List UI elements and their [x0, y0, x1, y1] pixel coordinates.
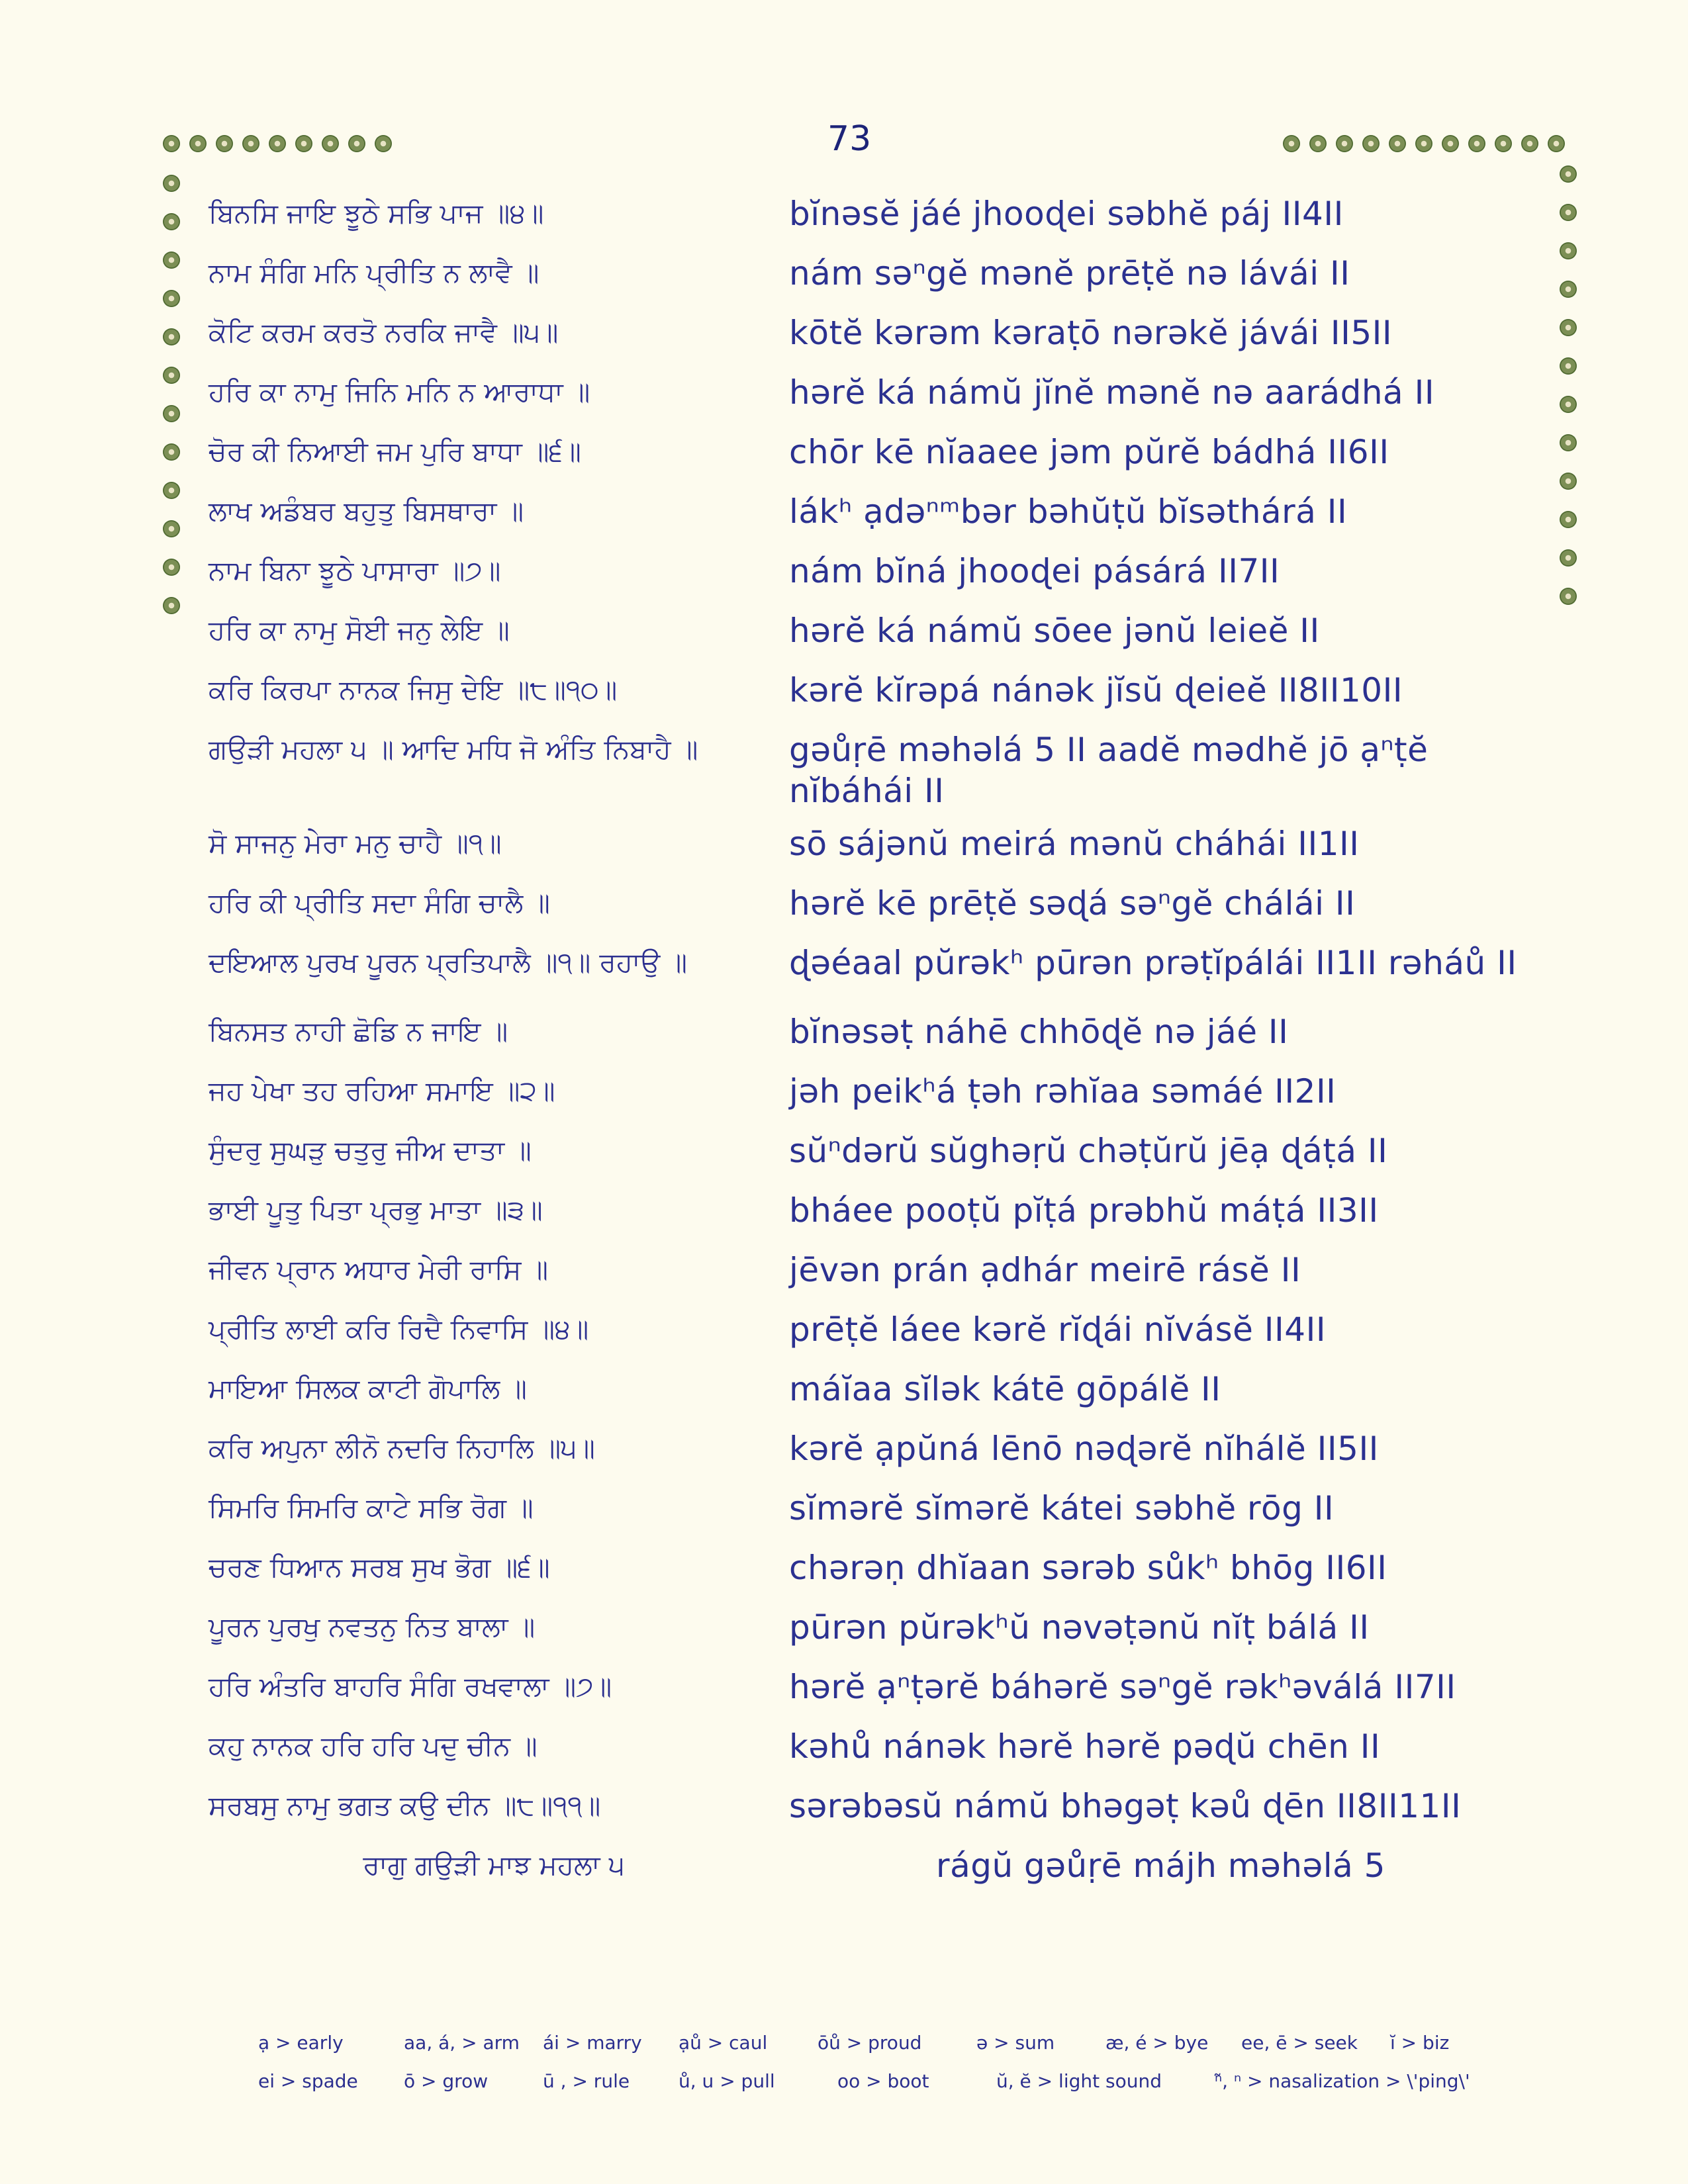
- transliteration-line: prēṭĕ láee kərĕ rĭɖái nĭvásĕ II4II: [788, 1310, 1327, 1349]
- flower-ornament-icon: [269, 135, 286, 152]
- verse-row: [209, 491, 1532, 551]
- verse-row: [209, 253, 1532, 312]
- gurmukhi-line: ਬਿਨਸਿ ਜਾਇ ਝੂਠੇ ਸਭਿ ਪਾਜ ॥੪॥: [209, 197, 544, 229]
- verse-row: [209, 372, 1532, 432]
- transliteration-line: lákʰ ạdəⁿᵐbər bəhŭṭŭ bĭsəthárá II: [788, 492, 1348, 531]
- flower-ornament-icon: [322, 135, 339, 152]
- transliteration-line: gəůṛē məhəlá 5 II aadĕ mədhĕ jō ạⁿṭĕ nĭbáhái II: [788, 731, 1429, 810]
- flower-ornament-icon: [1309, 135, 1327, 152]
- gurmukhi-line: ਭਾਈ ਪੂਤੁ ਪਿਤਾ ਪ੍ਰਭੁ ਮਾਤਾ ॥੩॥: [209, 1194, 543, 1226]
- gurmukhi-line: ਕਹੁ ਨਾਨਕ ਹਰਿ ਹਰਿ ਪਦੁ ਚੀਨ ॥: [209, 1730, 538, 1762]
- transliteration-line: hərĕ ká námŭ sōee jənŭ leieĕ II: [788, 612, 1320, 650]
- gurmukhi-line: ਹਰਿ ਅੰਤਰਿ ਬਾਹਰਿ ਸੰਗਿ ਰਖਵਾਲਾ ॥੭॥: [209, 1670, 612, 1702]
- gurmukhi-line: ਕੋਟਿ ਕਰਮ ਕਰਤੋ ਨਰਕਿ ਜਾਵੈ ॥੫॥: [209, 316, 559, 348]
- flower-ornament-icon: [163, 597, 180, 614]
- flower-ornament-icon: [1521, 135, 1538, 152]
- gurmukhi-line: ਚਰਣ ਧਿਆਨ ਸਰਬ ਸੁਖ ਭੋਗ ॥੬॥: [209, 1551, 550, 1583]
- gurmukhi-line: ਕਰਿ ਅਪੁਨਾ ਲੀਨੋ ਨਦਰਿ ਨਿਹਾਲਿ ॥੫॥: [209, 1432, 595, 1464]
- right-flower-border: [1560, 165, 1577, 605]
- transliteration-line: sərəbəsŭ námŭ bhəgəṭ kəů ɖēn II8II11II: [788, 1787, 1462, 1825]
- flower-ornament-icon: [1389, 135, 1406, 152]
- flower-ornament-icon: [163, 290, 180, 307]
- flower-ornament-icon: [1560, 588, 1577, 605]
- verse-row: [209, 1309, 1532, 1369]
- flower-ornament-icon: [242, 135, 259, 152]
- flower-ornament-icon: [163, 213, 180, 230]
- transliteration-line: kərĕ ạpŭná lēnō nəɖərĕ nĭhálĕ II5II: [788, 1430, 1379, 1468]
- transliteration-line: chərəṇ dhĭaan sərəb sůkʰ bhōg II6II: [788, 1549, 1387, 1587]
- verse-row: [209, 1071, 1532, 1130]
- section-heading-row: [209, 1845, 1532, 1905]
- flower-ornament-icon: [348, 135, 365, 152]
- gurmukhi-line: ਜੀਵਨ ਪ੍ਰਾਨ ਅਧਾਰ ਮੇਰੀ ਰਾਸਿ ॥: [209, 1253, 549, 1285]
- gurmukhi-line: ਚੋਰ ਕੀ ਨਿਆਈ ਜਮ ਪੁਰਿ ਬਾਧਾ ॥੬॥: [209, 435, 581, 467]
- legend-item: ū , > rule: [543, 2070, 630, 2092]
- flower-ornament-icon: [1560, 319, 1577, 336]
- verse-row: [209, 1428, 1532, 1488]
- verse-row: [209, 432, 1532, 491]
- transliteration-line: bháee pooṭŭ pĭṭá prəbhŭ máṭá II3II: [788, 1191, 1379, 1230]
- legend-item: ōů > proud: [818, 2032, 922, 2054]
- gurmukhi-line: ਪੂਰਨ ਪੁਰਖੁ ਨਵਤਨੁ ਨਿਤ ਬਾਲਾ ॥: [209, 1611, 536, 1643]
- gurmukhi-line: ਮਾਇਆ ਸਿਲਕ ਕਾਟੀ ਗੋਪਾਲਿ ॥: [209, 1373, 527, 1404]
- gurmukhi-line: ਪ੍ਰੀਤਿ ਲਾਈ ਕਰਿ ਰਿਦੈ ਨਿਵਾਸਿ ॥੪॥: [209, 1313, 589, 1345]
- flower-ornament-icon: [163, 443, 180, 461]
- verse-row: [209, 1369, 1532, 1428]
- transliteration-line: hərĕ kē prēṭĕ səɖá səⁿgĕ chálái II: [788, 884, 1356, 923]
- verse-row: [209, 312, 1532, 372]
- flower-ornament-icon: [1560, 473, 1577, 490]
- verse-row: [209, 1786, 1532, 1845]
- verse-row: [209, 942, 1532, 1011]
- transliteration-line: kərĕ kĭrəpá nánək jĭsŭ ɖeieĕ II8II10II: [788, 671, 1403, 709]
- transliteration-line: kəhů nánək hərĕ hərĕ pəɖŭ chēn II: [788, 1727, 1381, 1766]
- gurmukhi-line: ਸਰਬਸੁ ਨਾਮੁ ਭਗਤ ਕਉ ਦੀਨ ॥੮॥੧੧॥: [209, 1790, 601, 1821]
- left-flower-border: [163, 175, 180, 614]
- verse-row: [209, 729, 1532, 823]
- flower-ornament-icon: [1415, 135, 1432, 152]
- page-number: 73: [827, 119, 872, 159]
- transliteration-line: máĭaa sĭlək kátē gōpálĕ II: [788, 1370, 1221, 1408]
- verse-row: [209, 1250, 1532, 1309]
- verse-row: [209, 670, 1532, 729]
- flower-ornament-icon: [1560, 549, 1577, 567]
- gurmukhi-line: ਹਰਿ ਕੀ ਪ੍ਰੀਤਿ ਸਦਾ ਸੰਗਿ ਚਾਲੈ ॥: [209, 887, 550, 919]
- transliteration-line: sŭⁿdərŭ sŭghəṛŭ chəṭŭrŭ jēạ ɖáṭá II: [788, 1132, 1388, 1170]
- verse-row: [209, 1726, 1532, 1786]
- gurmukhi-line: ਬਿਨਸਤ ਨਾਹੀ ਛੋਡਿ ਨ ਜਾਇ ॥: [209, 1015, 508, 1047]
- legend-item: ạ > early: [258, 2032, 344, 2054]
- transliteration-line: nám səⁿgĕ mənĕ prēṭĕ nə lávái II: [788, 254, 1350, 293]
- flower-ornament-icon: [1560, 396, 1577, 413]
- flower-ornament-icon: [163, 328, 180, 345]
- gurmukhi-line: ਕਰਿ ਕਿਰਪਾ ਨਾਨਕ ਜਿਸੁ ਦੇਇ ॥੮॥੧੦॥: [209, 674, 618, 705]
- flower-ornament-icon: [163, 175, 180, 192]
- transliteration-line: hərĕ ạⁿṭərĕ báhərĕ səⁿgĕ rəkʰəválá II7II: [788, 1668, 1456, 1706]
- legend-row: [258, 2070, 1470, 2109]
- legend-item: ō > grow: [404, 2070, 489, 2092]
- flower-ornament-icon: [163, 135, 180, 152]
- gurmukhi-line: ਜਹ ਪੇਖਾ ਤਹ ਰਹਿਆ ਸਮਾਇ ॥੨॥: [209, 1075, 555, 1107]
- flower-ornament-icon: [1560, 281, 1577, 298]
- flower-ornament-icon: [295, 135, 312, 152]
- flower-ornament-icon: [1548, 135, 1565, 152]
- transliteration-line: bĭnəsəṭ náhē chhōɖĕ nə jáé II: [788, 1013, 1289, 1051]
- gurmukhi-line: ਦਇਆਲ ਪੁਰਖ ਪੂਰਨ ਪ੍ਰਤਿਪਾਲੈ ॥੧॥ ਰਹਾਉ ॥: [209, 946, 687, 978]
- flower-ornament-icon: [163, 482, 180, 499]
- gurmukhi-line: ਨਾਮ ਸੰਗਿ ਮਨਿ ਪ੍ਰੀਤਿ ਨ ਲਾਵੈ ॥: [209, 257, 539, 289]
- gurmukhi-line: ਸਿਮਰਿ ਸਿਮਰਿ ਕਾਟੇ ਸਭਿ ਰੋਗ ॥: [209, 1492, 534, 1524]
- verse-row: [209, 610, 1532, 670]
- legend-item: ŭ, ĕ > light sound: [996, 2070, 1162, 2092]
- verse-table: [209, 193, 1532, 1905]
- transliteration-line: nám bĭná jhooɖei pásárá II7II: [788, 552, 1280, 590]
- section-heading-gurmukhi: ਰਾਗੁ ਗਉੜੀ ਮਾਝ ਮਹਲਾ ੫: [363, 1849, 625, 1881]
- flower-ornament-icon: [1560, 242, 1577, 259]
- gurmukhi-line: ਸੁੰਦਰੁ ਸੁਘੜੁ ਚਤੁਰੁ ਜੀਅ ਦਾਤਾ ॥: [209, 1134, 532, 1166]
- transliteration-line: jēvən prán ạdhár meirē rásĕ II: [788, 1251, 1301, 1289]
- flower-ornament-icon: [1560, 357, 1577, 375]
- transliteration-line: kōtĕ kərəm kəraṭō nərəkĕ jávái II5II: [788, 314, 1393, 352]
- flower-ornament-icon: [163, 251, 180, 269]
- flower-ornament-icon: [1468, 135, 1485, 152]
- gurmukhi-line: ਨਾਮ ਬਿਨਾ ਝੂਠੇ ਪਾਸਾਰਾ ॥੭॥: [209, 555, 501, 586]
- flower-ornament-icon: [1336, 135, 1353, 152]
- pronunciation-legend: [258, 2032, 1470, 2109]
- legend-item: oo > boot: [837, 2070, 929, 2092]
- flower-ornament-icon: [1560, 165, 1577, 183]
- legend-item: ái > marry: [543, 2032, 642, 2054]
- verse-row: [209, 883, 1532, 942]
- flower-ornament-icon: [1362, 135, 1380, 152]
- transliteration-line: sō sájənŭ meirá mənŭ cháhái II1II: [788, 825, 1360, 863]
- flower-ornament-icon: [163, 367, 180, 384]
- flower-ornament-icon: [1283, 135, 1300, 152]
- flower-ornament-icon: [1495, 135, 1512, 152]
- flower-ornament-icon: [163, 405, 180, 422]
- legend-item: ⁿ̃, ⁿ > nasalization > \'ping\': [1215, 2070, 1470, 2092]
- verse-row: [209, 1547, 1532, 1607]
- verse-row: [209, 551, 1532, 610]
- gurmukhi-line: ਹਰਿ ਕਾ ਨਾਮੁ ਜਿਨਿ ਮਨਿ ਨ ਆਰਾਧਾ ॥: [209, 376, 590, 408]
- flower-ornament-icon: [375, 135, 392, 152]
- transliteration-line: pūrən pŭrəkʰŭ nəvəṭənŭ nĭṭ bálá II: [788, 1608, 1370, 1647]
- flower-ornament-icon: [163, 520, 180, 537]
- section-heading-transliteration: rágŭ gəůṛē májh məhəlá 5: [936, 1846, 1385, 1885]
- transliteration-line: sĭmərĕ sĭmərĕ kátei səbhĕ rōg II: [788, 1489, 1335, 1527]
- legend-item: ə > sum: [976, 2032, 1055, 2054]
- flower-ornament-icon: [1560, 434, 1577, 451]
- legend-item: ạů > caul: [679, 2032, 768, 2054]
- verse-row: [209, 1666, 1532, 1726]
- legend-item: ei > spade: [258, 2070, 358, 2092]
- flower-ornament-icon: [1560, 511, 1577, 528]
- transliteration-line: bĭnəsĕ jáé jhooɖei səbhĕ páj II4II: [788, 195, 1344, 233]
- flower-ornament-icon: [189, 135, 207, 152]
- legend-item: aa, á, > arm: [404, 2032, 520, 2054]
- legend-row: [258, 2032, 1470, 2070]
- verse-row: [209, 193, 1532, 253]
- verse-row: [209, 1130, 1532, 1190]
- gurmukhi-line: ਹਰਿ ਕਾ ਨਾਮੁ ਸੋਈ ਜਨੁ ਲੇਇ ॥: [209, 614, 510, 646]
- transliteration-line: ɖəéaal pŭrəkʰ pūrən prəṭĭpálái II1II rəháů II: [788, 944, 1517, 982]
- verse-row: [209, 1488, 1532, 1547]
- verse-row: [209, 1190, 1532, 1250]
- transliteration-line: jəh peikʰá ṭəh rəhĭaa səmáé II2II: [788, 1072, 1336, 1111]
- gurmukhi-line: ਗਉੜੀ ਮਹਲਾ ੫ ॥ ਆਦਿ ਮਧਿ ਜੋ ਅੰਤਿ ਨਿਬਾਹੈ ॥: [209, 733, 698, 765]
- top-right-flower-border: [1283, 135, 1565, 152]
- gurmukhi-line: ਲਾਖ ਅਡੰਬਰ ਬਹੁਤੁ ਬਿਸਥਾਰਾ ॥: [209, 495, 524, 527]
- flower-ornament-icon: [1560, 204, 1577, 221]
- legend-item: æ, é > bye: [1105, 2032, 1209, 2054]
- legend-item: ů, u > pull: [679, 2070, 775, 2092]
- flower-ornament-icon: [216, 135, 233, 152]
- legend-item: ĭ > biz: [1390, 2032, 1450, 2054]
- legend-item: ee, ē > seek: [1241, 2032, 1358, 2054]
- top-left-flower-border: [163, 135, 392, 152]
- verse-row: [209, 823, 1532, 883]
- transliteration-line: chōr kē nĭaaee jəm pŭrĕ bádhá II6II: [788, 433, 1389, 471]
- verse-row: [209, 1011, 1532, 1071]
- flower-ornament-icon: [163, 559, 180, 576]
- transliteration-line: hərĕ ká námŭ jĭnĕ mənĕ nə aarádhá II: [788, 373, 1435, 412]
- verse-row: [209, 1607, 1532, 1666]
- gurmukhi-line: ਸੋ ਸਾਜਨੁ ਮੇਰਾ ਮਨੁ ਚਾਹੈ ॥੧॥: [209, 827, 502, 859]
- flower-ornament-icon: [1442, 135, 1459, 152]
